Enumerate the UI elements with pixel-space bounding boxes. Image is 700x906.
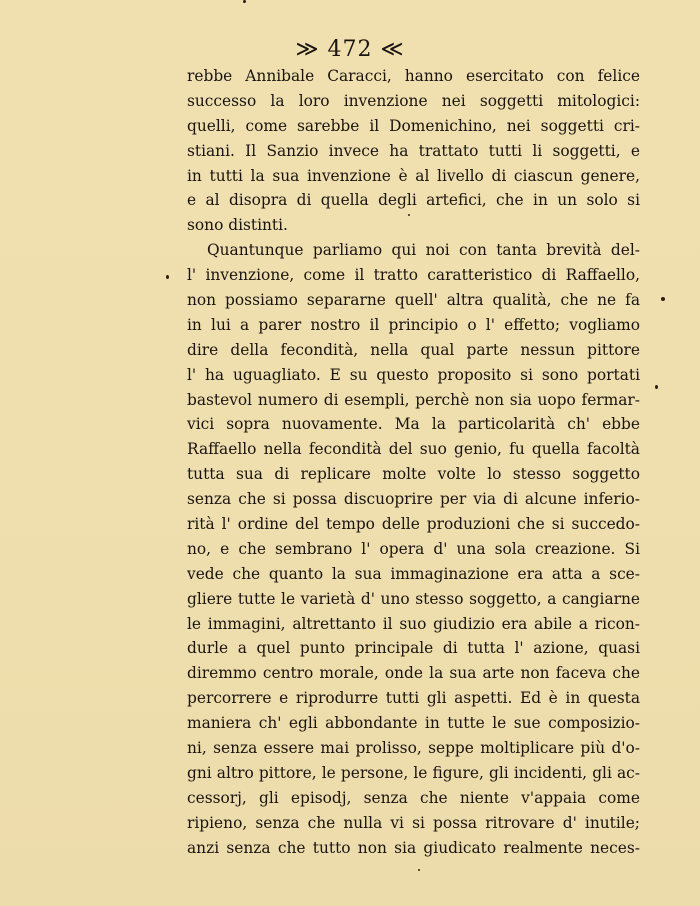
text-line: durle a quel punto principale di tutta l' azione, quasi bbox=[187, 639, 640, 658]
text-line: tutta sua di replicare molte volte lo stesso soggetto bbox=[187, 465, 640, 484]
text-line: l' invenzione, come il tratto caratteristico di Raffaello, bbox=[187, 266, 640, 285]
text-line: senza che si possa discuoprire per via di alcune inferio- bbox=[187, 490, 640, 509]
text-line: stiani. Il Sanzio invece ha trattato tutti li soggetti, e bbox=[187, 141, 640, 160]
text-line: successo la loro invenzione nei soggetti mitologici: bbox=[187, 91, 640, 110]
text-line: in lui a parer nostro il principio o l' effetto; vogliamo bbox=[187, 315, 640, 334]
print-speck bbox=[655, 385, 658, 389]
text-line: vici sopra nuovamente. Ma la particolarità ch' ebbe bbox=[187, 415, 640, 434]
paragraph-1 bbox=[187, 64, 640, 238]
text-line: in tutti la sua invenzione è al livello di ciascun genere, bbox=[187, 166, 640, 185]
text-line: cessorj, gli episodj, senza che niente v'appaia come bbox=[187, 788, 640, 807]
print-speck bbox=[408, 214, 410, 216]
text-line: ripieno, senza che nulla vi si possa ritrovare d' inutile; bbox=[187, 813, 640, 832]
text-line: rebbe Annibale Caracci, hanno esercitato con felice bbox=[187, 67, 640, 85]
text-line: dire della fecondità, nella qual parte nessun pittore bbox=[187, 340, 640, 359]
text-line: anzi senza che tutto non sia giudicato realmente neces- bbox=[187, 838, 640, 857]
text-line: Raffaello nella fecondità del suo genio, fu quella facoltà bbox=[187, 440, 640, 459]
print-speck bbox=[243, 0, 246, 3]
text-line: maniera ch' egli abbondante in tutte le sue composizio- bbox=[187, 714, 640, 733]
text-line: no, e che sembrano l' opera d' una sola creazione. Si bbox=[187, 539, 640, 558]
text-line: gliere tutte le varietà d' uno stesso soggetto, a cangiarne bbox=[187, 589, 640, 608]
page-number: ≫ 472 ≪ bbox=[295, 37, 405, 62]
text-line: bastevol numero di esempli, perchè non sia uopo fermar- bbox=[187, 390, 640, 409]
paragraph-2 bbox=[187, 238, 640, 860]
print-speck bbox=[418, 869, 420, 871]
text-line: vede che quanto la sua immaginazione era atta a sce- bbox=[187, 564, 640, 583]
text-line: le immagini, altrettanto il suo giudizio era abile a ricon- bbox=[187, 614, 640, 633]
text-line: sono distinti. bbox=[187, 216, 288, 235]
print-speck bbox=[166, 275, 169, 279]
text-line: l' ha uguagliato. E su questo proposito si sono portati bbox=[187, 365, 640, 384]
body-text bbox=[187, 64, 640, 861]
print-speck bbox=[661, 297, 665, 301]
text-line: diremmo centro morale, onde la sua arte non faceva che bbox=[187, 664, 640, 683]
text-line: e al disopra di quella degli artefici, che in un solo si bbox=[187, 191, 640, 210]
text-line: gni altro pittore, le persone, le figure, gli incidenti, gli ac- bbox=[187, 763, 640, 782]
text-line: percorrere e riprodurre tutti gli aspetti. Ed è in questa bbox=[187, 689, 640, 708]
text-line: non possiamo separarne quell' altra qualità, che ne fa bbox=[187, 291, 640, 310]
text-line: quelli, come sarebbe il Domenichino, nei soggetti cri- bbox=[187, 116, 640, 135]
text-line: rità l' ordine del tempo delle produzioni che si succedo- bbox=[187, 515, 640, 534]
text-line: ni, senza essere mai prolisso, seppe moltiplicare più d'o- bbox=[187, 739, 640, 758]
text-line: Quantunque parliamo qui noi con tanta brevità del- bbox=[207, 241, 640, 260]
